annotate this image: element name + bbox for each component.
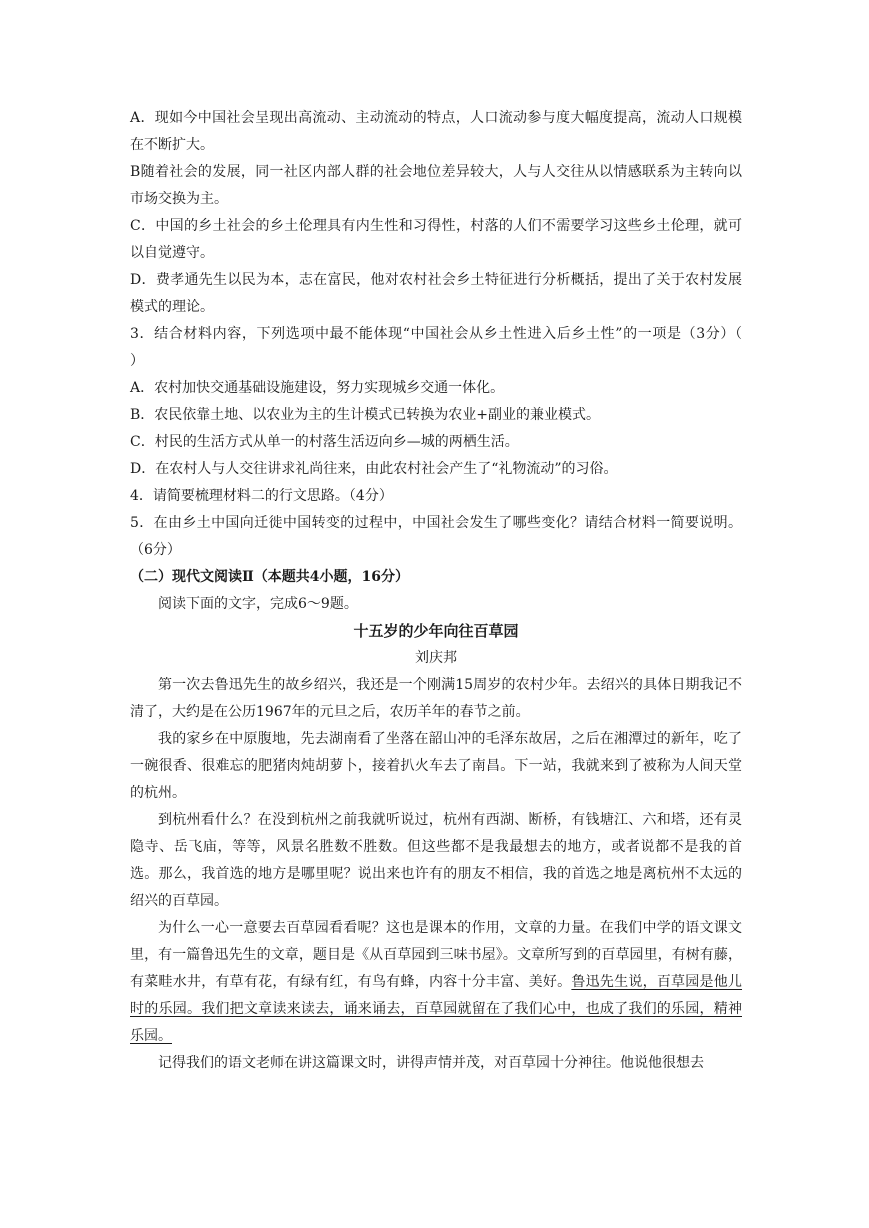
section-heading: （二）现代文阅读Ⅱ（本题共4小题，16分） [130, 569, 410, 585]
article-paragraph-3: 到杭州看什么？在没到杭州之前我就听说过，杭州有西湖、断桥，有钱塘江、六和塔，还有灵隐寺、岳飞庙，等等，风景名胜数不胜数。但这些都不是我最想去的地方，或者说都不是我的首选。那么，我首选的地方是哪里呢？说出来也许有的朋友不相信，我的首选之地是离杭州不太远的绍兴的百草园。 [130, 812, 742, 909]
document-page [130, 105, 770, 1077]
q3-option-b: B．农民依靠土地、以农业为主的生计模式已转换为农业+副业的兼业模式。 [130, 407, 601, 423]
reading-instruction: 阅读下面的文字，完成6～9题。 [158, 596, 358, 612]
underlined-sentence: 鲁迅先生说，百草园是他儿时的乐园。我们把文章读来读去，诵来诵去，百草园就留在了我们心中，也成了我们的乐园，精神乐园。 [130, 974, 743, 1044]
q5-stem: 5．在由乡土中国向迁徙中国转变的过程中，中国社会发生了哪些变化？请结合材料一简要说明。（6分） [130, 515, 742, 558]
q2-option-d: D．费孝通先生以民为本，志在富民，他对农村社会乡土特征进行分析概括，提出了关于农村发展模式的理论。 [130, 272, 742, 315]
q2-option-c: C．中国的乡土社会的乡土伦理具有内生性和习得性，村落的人们不需要学习这些乡土伦理，就可以自觉遵守。 [130, 218, 742, 261]
q3-option-a: A．农村加快交通基础设施建设，努力实现城乡交通一体化。 [130, 380, 505, 396]
q2-option-a: A．现如今中国社会呈现出高流动、主动流动的特点，人口流动参与度大幅度提高，流动人口规模在不断扩大。 [130, 110, 742, 153]
article-title: 十五岁的少年向往百草园 [353, 622, 519, 640]
q4-stem: 4．请简要梳理材料二的行文思路。（4分） [130, 488, 393, 504]
article-author: 刘庆邦 [415, 650, 457, 666]
q3-option-d: D．在农村人与人交往讲求礼尚往来，由此农村社会产生了“礼物流动”的习俗。 [130, 461, 618, 477]
q3-option-c: C．村民的生活方式从单一的村落生活迈向乡—城的两栖生活。 [130, 434, 519, 450]
article-paragraph-1: 第一次去鲁迅先生的故乡绍兴，我还是一个刚满15周岁的农村少年。去绍兴的具体日期我记不清了，大约是在公历1967年的元旦之后，农历羊年的春节之前。 [130, 677, 742, 720]
article-paragraph-4-text: 为什么一心一意要去百草园看看呢？这也是课本的作用，文章的力量。在我们中学的语文课文里，有一篇鲁迅先生的文章，题目是《从百草园到三味书屋》。文章所写到的百草园里，有树有藤，有菜畦水井，有草有花，有绿有红，有鸟有蜂，内容十分丰富、美好。 [130, 920, 742, 990]
article-paragraph-4 [130, 915, 742, 1050]
article-paragraph-5: 记得我们的语文老师在讲这篇课文时，讲得声情并茂，对百草园十分神往。他说他很想去 [158, 1055, 704, 1071]
article-paragraph-2: 我的家乡在中原腹地，先去湖南看了坐落在韶山冲的毛泽东故居，之后在湘潭过的新年，吃了一碗很香、很难忘的肥猪肉炖胡萝卜，接着扒火车去了南昌。下一站，我就来到了被称为人间天堂的杭州。 [130, 731, 742, 801]
q3-stem: 3．结合材料内容，下列选项中最不能体现“中国社会从乡土性进入后乡土性”的一项是（3分）（ ） [130, 326, 770, 369]
q2-option-b: B随着社会的发展，同一社区内部人群的社会地位差异较大，人与人交往从以情感联系为主转向以市场交换为主。 [130, 164, 742, 207]
